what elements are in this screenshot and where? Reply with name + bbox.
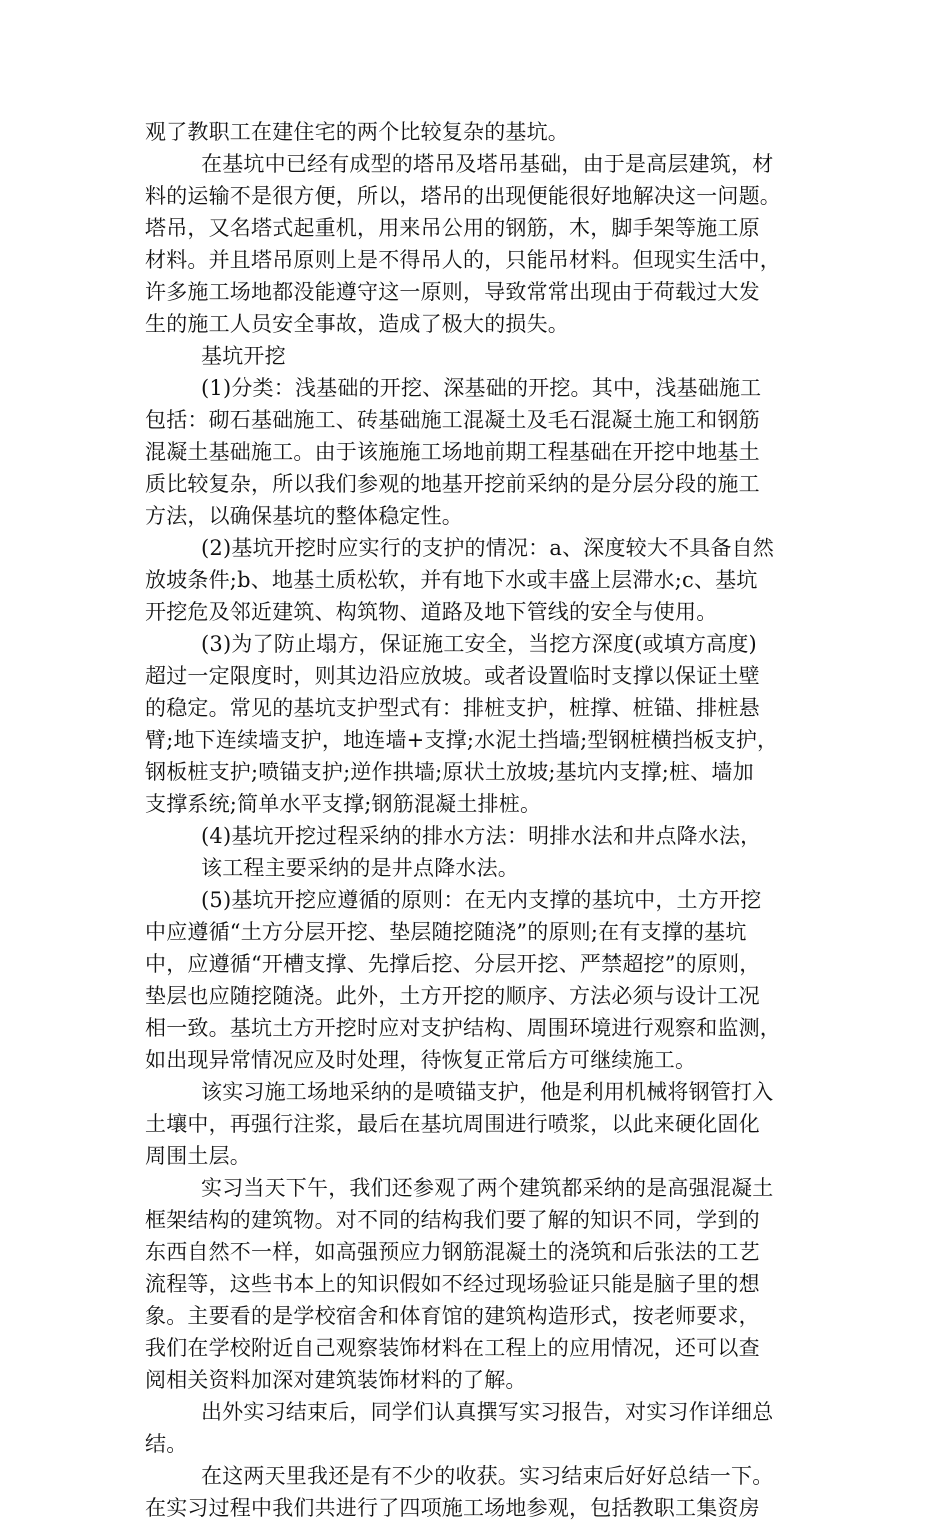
text-line: 阅相关资料加深对建筑装饰材料的了解。 (145, 1368, 527, 1392)
text-line: (4)基坑开挖过程采纳的排水方法：明排水法和井点降水法， (201, 824, 762, 848)
text-line: (2)基坑开挖时应实行的支护的情况：a、深度较大不具备自然 (201, 536, 775, 560)
text-line: 的稳定。常见的基坑支护型式有：排桩支护，桩撑、桩锚、排桩悬 (145, 696, 760, 720)
text-line: 框架结构的建筑物。对不同的结构我们要了解的知识不同，学到的 (145, 1208, 760, 1232)
text-line: 质比较复杂，所以我们参观的地基开挖前采纳的是分层分段的施工 (145, 472, 760, 496)
text-line: 周围土层。 (145, 1144, 251, 1168)
text-line: 象。主要看的是学校宿舍和体育馆的建筑构造形式，按老师要求， (145, 1304, 760, 1328)
text-line: 支撑系统;简单水平支撑;钢筋混凝土排桩。 (145, 792, 542, 816)
text-line: 包括：砌石基础施工、砖基础施工混凝土及毛石混凝土施工和钢筋 (145, 408, 760, 432)
text-line: 在基坑中已经有成型的塔吊及塔吊基础，由于是高层建筑，材 (201, 152, 774, 176)
text-line: 流程等，这些书本上的知识假如不经过现场验证只能是脑子里的想 (145, 1272, 760, 1296)
text-line: 结。 (145, 1432, 188, 1456)
text-line: (3)为了防止塌方，保证施工安全，当挖方深度(或填方高度) (201, 632, 757, 656)
text-line: (1)分类：浅基础的开挖、深基础的开挖。其中，浅基础施工 (201, 376, 762, 400)
text-line: 臂;地下连续墙支护，地连墙+支撑;水泥土挡墙;型钢桩横挡板支护， (145, 728, 779, 752)
text-line: 土壤中，再强行注浆，最后在基坑周围进行喷浆，以此来硬化固化 (145, 1112, 760, 1136)
text-line: 出外实习结束后，同学们认真撰写实习报告，对实习作详细总 (201, 1400, 774, 1424)
text-line: 生的施工人员安全事故，造成了极大的损失。 (145, 312, 569, 336)
text-line: 超过一定限度时，则其边沿应放坡。或者设置临时支撑以保证土壁 (145, 664, 760, 688)
text-line: 基坑开挖 (201, 344, 286, 368)
text-line: 塔吊，又名塔式起重机，用来吊公用的钢筋，木，脚手架等施工原 (145, 216, 760, 240)
text-line: 该工程主要采纳的是井点降水法。 (201, 856, 519, 880)
text-line: 中应遵循“土方分层开挖、垫层随挖随浇”的原则;在有支撑的基坑 (145, 920, 747, 944)
text-line: 在实习过程中我们共进行了四项施工场地参观，包括教职工集资房 (145, 1496, 760, 1520)
text-line: 混凝土基础施工。由于该施施工场地前期工程基础在开挖中地基土 (145, 440, 760, 464)
document-body (145, 116, 820, 1524)
text-line: 我们在学校附近自己观察装饰材料在工程上的应用情况，还可以查 (145, 1336, 760, 1360)
text-line: 观了教职工在建住宅的两个比较复杂的基坑。 (145, 120, 569, 144)
text-line: 在这两天里我还是有不少的收获。实习结束后好好总结一下。 (201, 1464, 774, 1488)
text-line: 开挖危及邻近建筑、构筑物、道路及地下管线的安全与使用。 (145, 600, 718, 624)
text-line: 中，应遵循“开槽支撑、先撑后挖、分层开挖、严禁超挖”的原则， (145, 952, 761, 976)
text-line: 该实习施工场地采纳的是喷锚支护，他是利用机械将钢管打入 (201, 1080, 774, 1104)
text-line: 放坡条件;b、地基土质松软，并有地下水或丰盛上层滞水;c、基坑 (145, 568, 758, 592)
text-line: 垫层也应随挖随浇。此外，土方开挖的顺序、方法必须与设计工况 (145, 984, 760, 1008)
text-line: 相一致。基坑土方开挖时应对支护结构、周围环境进行观察和监测， (145, 1016, 781, 1040)
text-line: 料的运输不是很方便，所以，塔吊的出现便能很好地解决这一问题。 (145, 184, 781, 208)
text-line: 实习当天下午，我们还参观了两个建筑都采纳的是高强混凝土 (201, 1176, 774, 1200)
text-line: 如出现异常情况应及时处理，待恢复正常后方可继续施工。 (145, 1048, 697, 1072)
text-line: (5)基坑开挖应遵循的原则：在无内支撑的基坑中，土方开挖 (201, 888, 762, 912)
text-line: 钢板桩支护;喷锚支护;逆作拱墙;原状土放坡;基坑内支撑;桩、墙加 (145, 760, 754, 784)
text-line: 东西自然不一样，如高强预应力钢筋混凝土的浇筑和后张法的工艺 (145, 1240, 760, 1264)
text-line: 方法，以确保基坑的整体稳定性。 (145, 504, 463, 528)
text-line: 许多施工场地都没能遵守这一原则，导致常常出现由于荷载过大发 (145, 280, 760, 304)
text-line: 材料。并且塔吊原则上是不得吊人的，只能吊材料。但现实生活中， (145, 248, 781, 272)
